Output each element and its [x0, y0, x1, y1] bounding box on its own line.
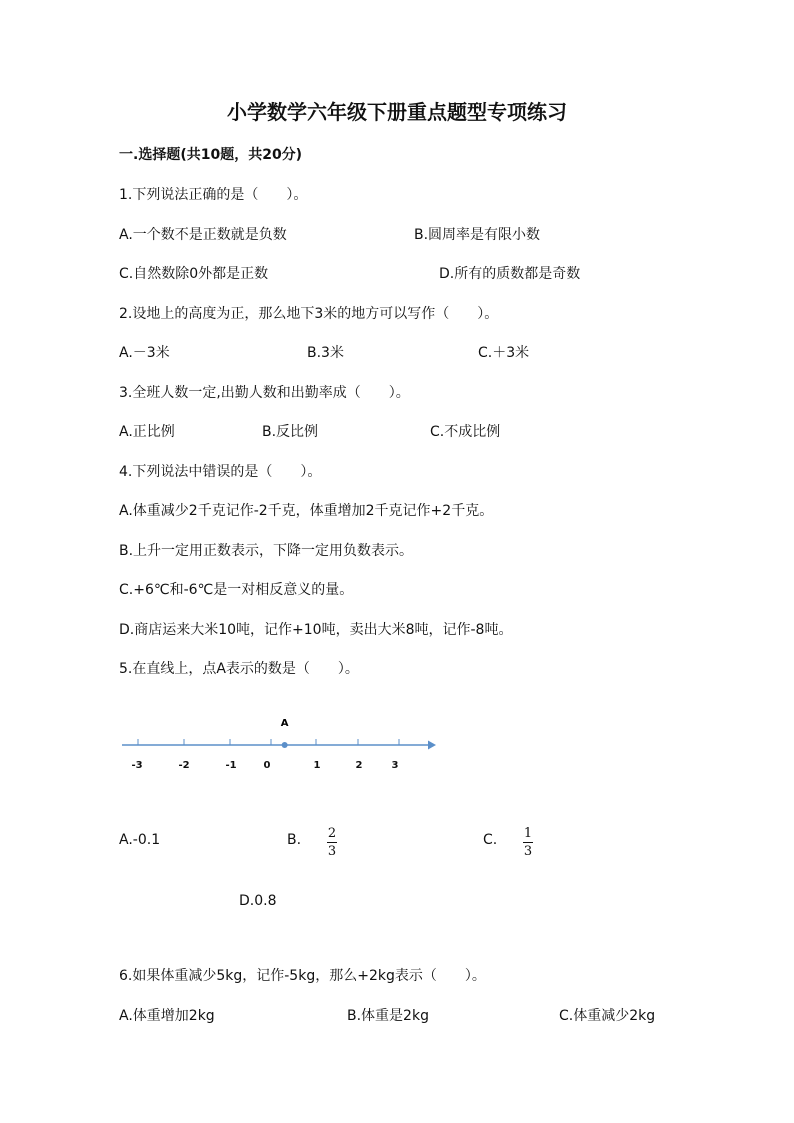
- question-4-stem: 4.下列说法中错误的是（ ）。: [119, 464, 322, 480]
- question-3-option-c[interactable]: C.不成比例: [430, 424, 501, 440]
- fraction-bar: [327, 842, 337, 843]
- question-4-option-b[interactable]: B.上升一定用正数表示，下降一定用负数表示。: [119, 543, 414, 559]
- question-6-option-a[interactable]: A.体重增加2kg: [119, 1008, 215, 1024]
- question-6-option-c[interactable]: C.体重减少2kg: [559, 1008, 656, 1024]
- question-2-option-c[interactable]: C.＋3米: [478, 345, 530, 361]
- number-line-tick-label: 2: [355, 760, 363, 771]
- question-5-stem: 5.在直线上，点A表示的数是（ ）。: [119, 661, 359, 677]
- question-1-option-a[interactable]: A.一个数不是正数就是负数: [119, 227, 287, 243]
- number-line-tick-label: -2: [178, 760, 190, 771]
- question-5-option-a[interactable]: A.-0.1: [119, 832, 161, 848]
- fraction-numerator: 1: [523, 826, 533, 841]
- question-5-option-c-fraction: [523, 826, 533, 859]
- page-title: 小学数学六年级下册重点题型专项练习: [227, 100, 567, 124]
- number-line-figure: [110, 708, 450, 778]
- fraction-denominator: 3: [327, 844, 337, 859]
- number-line-tick-label: -1: [225, 760, 237, 771]
- question-6-stem: 6.如果体重减少5kg，记作-5kg，那么+2kg表示（ ）。: [119, 968, 486, 984]
- question-1-stem: 1.下列说法正确的是（ ）。: [119, 187, 308, 203]
- question-5-option-b-fraction: [327, 826, 337, 859]
- number-line-tick-label: 0: [263, 760, 271, 771]
- question-2-option-b[interactable]: B.3米: [307, 345, 344, 361]
- number-line-tick-label: -3: [131, 760, 143, 771]
- section-heading: 一.选择题(共10题，共20分): [119, 147, 303, 163]
- point-a-label: A: [280, 718, 289, 729]
- question-1-option-d[interactable]: D.所有的质数都是奇数: [439, 266, 581, 282]
- question-2-option-a[interactable]: A.－3米: [119, 345, 170, 361]
- number-line-tick-label: 1: [313, 760, 321, 771]
- fraction-denominator: 3: [523, 844, 533, 859]
- question-5-option-d[interactable]: D.0.8: [239, 893, 277, 909]
- question-4-option-c[interactable]: C.+6℃和-6℃是一对相反意义的量。: [119, 582, 354, 598]
- question-2-stem: 2.设地上的高度为正，那么地下3米的地方可以写作（ ）。: [119, 306, 499, 322]
- question-4-option-a[interactable]: A.体重减少2千克记作-2千克，体重增加2千克记作+2千克。: [119, 503, 494, 519]
- question-6-option-b[interactable]: B.体重是2kg: [347, 1008, 429, 1024]
- number-line-arrow: [428, 741, 436, 750]
- question-1-option-b[interactable]: B.圆周率是有限小数: [414, 227, 541, 243]
- fraction-numerator: 2: [327, 826, 337, 841]
- question-4-option-d[interactable]: D.商店运来大米10吨，记作+10吨，卖出大米8吨，记作-8吨。: [119, 622, 513, 638]
- number-line-tick-label: 3: [391, 760, 399, 771]
- question-5-option-b[interactable]: B.: [287, 832, 302, 848]
- question-5-option-c[interactable]: C.: [483, 832, 498, 848]
- question-3-stem: 3.全班人数一定,出勤人数和出勤率成（ ）。: [119, 385, 410, 401]
- point-a-marker: [282, 742, 288, 748]
- question-3-option-a[interactable]: A.正比例: [119, 424, 175, 440]
- question-3-option-b[interactable]: B.反比例: [262, 424, 319, 440]
- fraction-bar: [523, 842, 533, 843]
- question-1-option-c[interactable]: C.自然数除0外都是正数: [119, 266, 269, 282]
